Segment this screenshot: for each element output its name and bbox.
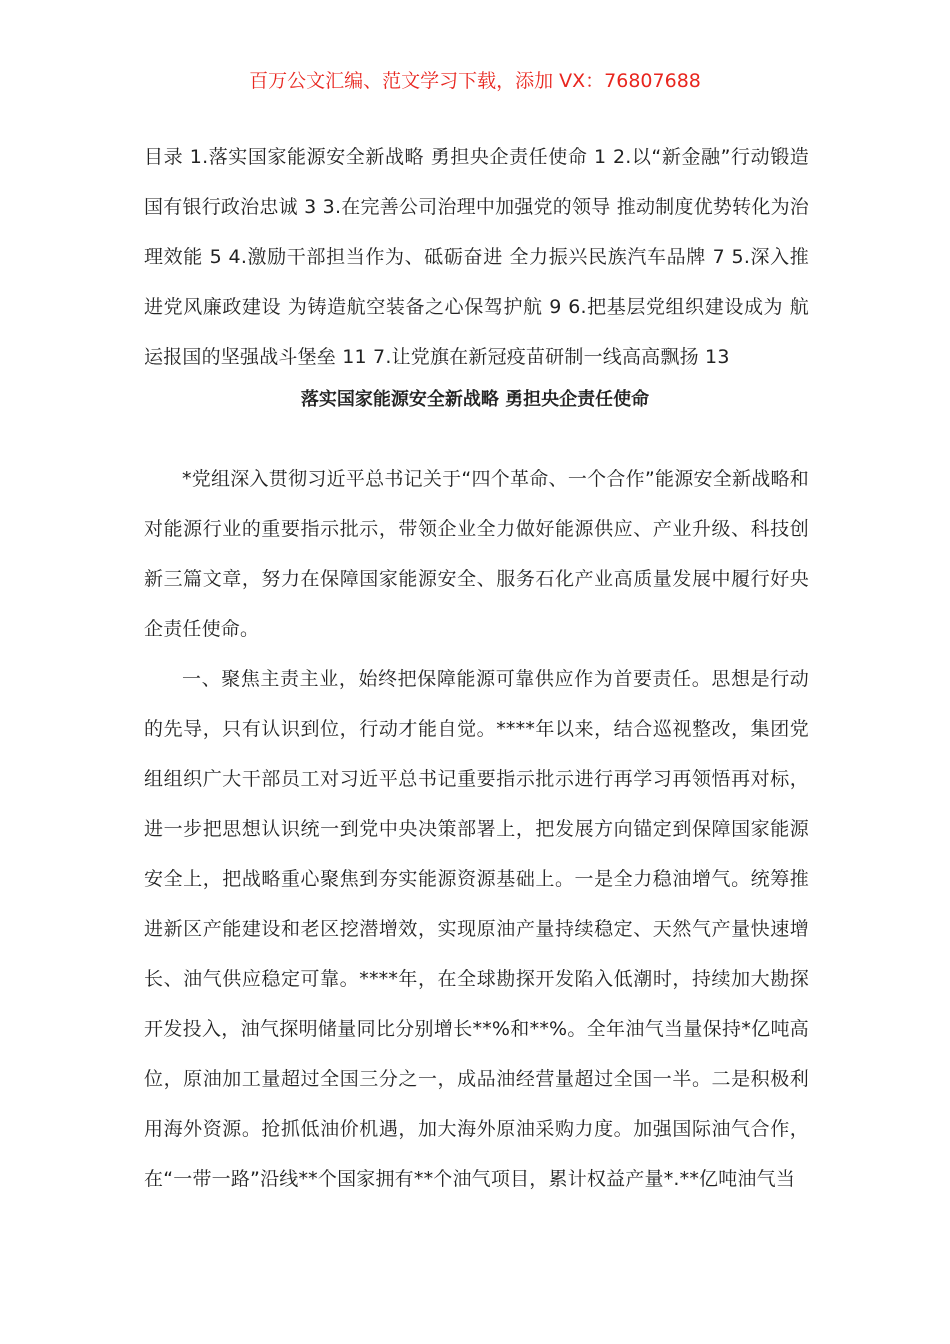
paragraph-section-one: 一、聚焦主责主业，始终把保障能源可靠供应作为首要责任。思想是行动的先导，只有认识到位，行动才能自觉。****年以来，结合巡视整改，集团党组组织广大干部员工对习近平总书记重要指示批示进行再学习再领悟再对标，进一步把思想认识统一到党中央决策部署上，把发展方向锚定到保障国家能源安全上，把战略重心聚焦到夯实能源资源基础上。一是全力稳油增气。统筹推进新区产能建设和老区挖潜增效，实现原油产量持续稳定、天然气产量快速增长、油气供应稳定可靠。****年，在全球勘探开发陷入低潮时，持续加大勘探开发投入，油气探明储量同比分别增长**%和**%。全年油气当量保持*亿吨高位，原油加工量超过全国三分之一，成品油经营量超过全国一半。二是积极利用海外资源。抢抓低油价机遇，加大海外原油采购力度。加强国际油气合作，在“一带一路”沿线**个国家拥有**个油气项目，累计权益产量*.**亿吨油气当 (144, 668, 809, 1190)
table-of-contents: 目录 1.落实国家能源安全新战略 勇担央企责任使命 1 2.以“新金融”行动锻造国有银行政治忠诚 3 3.在完善公司治理中加强党的领导 推动制度优势转化为治理效能 5 4.激励干部担当作为、砥砺奋进 全力振兴民族汽车品牌 7 5.深入推进党风廉政建设 为铸造航空装备之心保驾护航 9 6.把基层党组织建设成为 航运报国的坚强战斗堡垒 11 7.让党旗在新冠疫苗研制一线高高飘扬 13 (144, 146, 809, 368)
article-title: 落实国家能源安全新战略 勇担央企责任使命 (300, 389, 650, 410)
article-body (144, 454, 809, 1204)
paragraph-intro: *党组深入贯彻习近平总书记关于“四个革命、一个合作”能源安全新战略和对能源行业的重要指示批示，带领企业全力做好能源供应、产业升级、科技创新三篇文章，努力在保障国家能源安全、服务石化产业高质量发展中履行好央企责任使命。 (144, 468, 809, 640)
header-promo-note: 百万公文汇编、范文学习下载，添加 VX：76807688 (249, 70, 701, 92)
